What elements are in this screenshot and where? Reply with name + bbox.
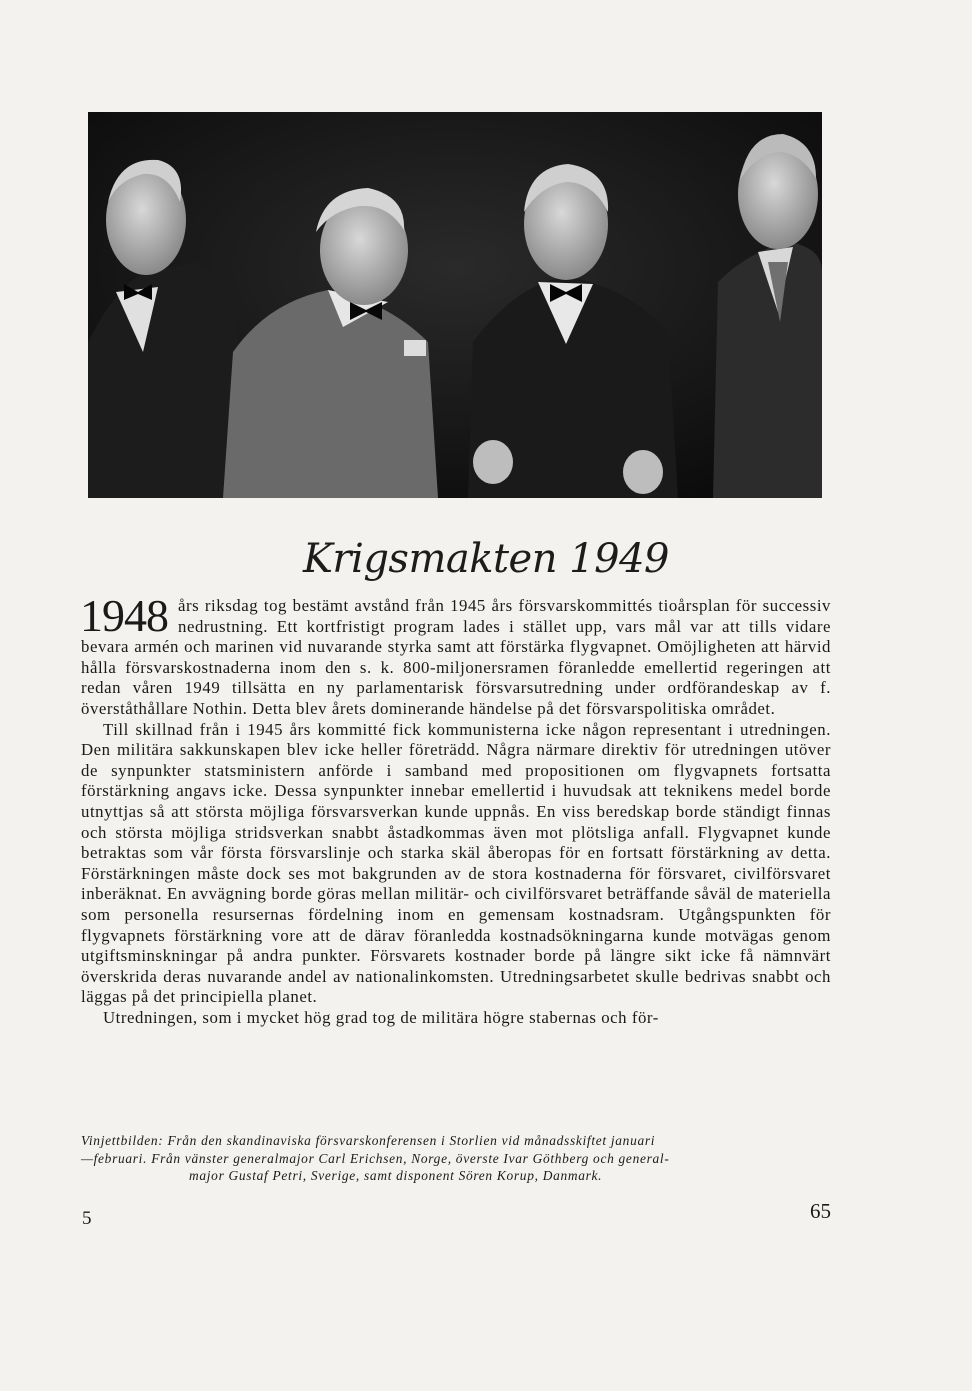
article-body [80,590,831,1028]
paragraph-2: Till skillnad från i 1945 års kommitté fick kommunisterna icke någon representant i utredningen. Den militära sakkunskapen blev icke heller företrädd. Några närmare direktiv för utredningen utöver de synpunkter statsministern anförde i samband med propositionen om flygvapnets fortsatta förstärkning angavs icke. Dessa synpunkter innebar emellertid i huvudsak att teknikens medel borde utnyttjas så att största möjliga försvarsverkan kunde uppnås. En viss beredskap borde ständigt finnas och största möjliga stridsverkan snabbt åstadkommas även mot plötsliga anfall. Flygvapnet kunde betraktas som vår första försvarslinje och starka skäl åberopas för en fortsatt förstärkning av detta. Förstärkningen måste dock ses mot bakgrunden av de stora kostnaderna för försvaret, civilförsvaret inberäknat. En avvägning borde göras mellan militär- och civilförsvaret beträffande såväl de materiella som personella resursernas fördelning inom en gemensam kostnadsram. Utgångspunkten för flygvapnets förstärkning vore att de därav föranledda kostnadsökningarna kunde motvägas genom utgiftsminskningar på andra punkter. Försvarets kostnader borde på längre sikt icke få nämnvärt överskrida deras nuvarande andel av nationalinkomsten. Utredningsarbetet skulle bedrivas snabbt och läggas på det principiella planet. [81,719,831,1007]
caption-line-2: —februari. Från vänster generalmajor Carl Erichsen, Norge, överste Ivar Göthberg och general- [81,1150,670,1166]
article-title: Krigsmakten 1949 [303,536,669,582]
photograph-four-men-icon [88,112,822,498]
paragraph-3: Utredningen, som i mycket hög grad tog de militära högre stabernas och för- [103,1007,659,1027]
caption-line-1: Vinjettbilden: Från den skandinaviska försvarskonferensen i Storlien vid månadsskiftet januari [81,1133,656,1148]
paragraph-1 [80,590,831,720]
signature-mark: 5 [82,1208,92,1229]
drop-cap: 1948 [80,590,168,641]
paragraph-1-text: års riksdag tog bestämt avstånd från 1945 års försvarskommittés tioårsplan för successiv nedrustning. Ett kortfristigt program lades i stället upp, vars mål var att tills vidare bevara armén och marinen vid nuvarande styrka samt att förstärka flygvapnet. Omöjligheten att härvid hålla försvarskostnaderna inom den s. k. 800-miljonersramen föranledde emellertid regeringen att redan våren 1949 tillsätta en ny parlamentarisk försvarsutredning under ordförandeskap av f. överståthållare Nothin. Detta blev årets dominerande händelse på det försvarspolitiska området. [81,596,831,718]
photo-caption [81,1132,831,1185]
caption-line-3: major Gustaf Petri, Sverige, samt disponent Sören Korup, Danmark. [189,1168,603,1183]
vignette-photo [88,112,822,498]
page-number: 65 [810,1199,831,1223]
